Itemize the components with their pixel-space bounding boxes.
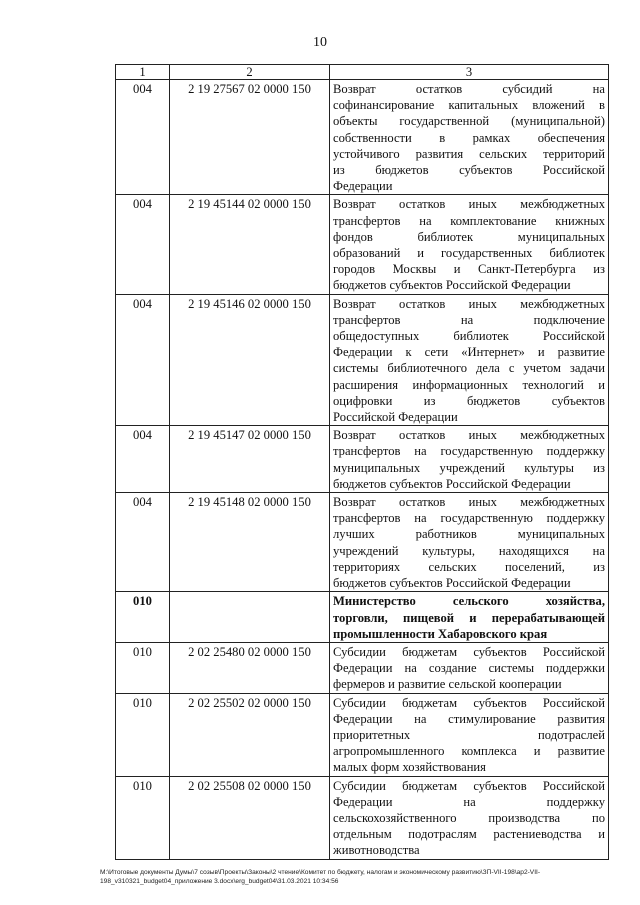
revenue-name-line: учреждений культуры, находящихся на — [333, 543, 605, 558]
chapter-code-cell: 010 — [116, 776, 170, 859]
revenue-name-line: Российской Федерации — [333, 410, 458, 425]
chapter-code-cell: 010 — [116, 592, 170, 643]
revenue-name-line: Федерации — [333, 179, 393, 194]
revenue-codes-table — [115, 64, 609, 860]
chapter-code-cell: 004 — [116, 294, 170, 426]
revenue-name-line: бюджетов субъектов Российской Федерации — [333, 278, 571, 293]
revenue-name-line: лучших работников муниципальных — [333, 527, 605, 542]
revenue-name-line: устойчивого развития сельских территорий — [333, 146, 605, 161]
revenue-name-line: собственности в рамках обеспечения — [333, 130, 605, 145]
page-number: 10 — [313, 35, 327, 50]
file-path-footer — [100, 868, 620, 886]
revenue-name-line: малых форм хозяйствования — [333, 760, 486, 775]
chapter-code-cell: 004 — [116, 493, 170, 592]
revenue-name-cell — [330, 294, 609, 426]
revenue-name-line: трансфертов на государственную поддержку — [333, 511, 605, 526]
chapter-code-cell: 004 — [116, 80, 170, 195]
table-row — [116, 693, 609, 776]
table-row — [116, 80, 609, 195]
revenue-name-cell — [330, 80, 609, 195]
table-row — [116, 776, 609, 859]
revenue-name-line: Субсидии бюджетам субъектов Российской — [333, 695, 605, 710]
revenue-code-cell: 2 02 25508 02 0000 150 — [170, 776, 330, 859]
revenue-code-cell: 2 19 45144 02 0000 150 — [170, 195, 330, 294]
revenue-code-cell: 2 02 25480 02 0000 150 — [170, 642, 330, 693]
table-row — [116, 195, 609, 294]
revenue-name-cell — [330, 693, 609, 776]
revenue-name-line: расширения информационных технологий и — [333, 377, 605, 392]
revenue-name-line: Федерации на стимулирование развития — [333, 711, 605, 726]
revenue-name-line: из бюджетов субъектов Российской — [333, 163, 605, 178]
table-row — [116, 493, 609, 592]
revenue-name-line: трансфертов на подключение — [333, 312, 605, 327]
revenue-name-line: софинансирование капитальных вложений в — [333, 98, 605, 113]
revenue-name-cell — [330, 195, 609, 294]
revenue-name-cell — [330, 642, 609, 693]
header-col-2: 2 — [170, 65, 330, 80]
revenue-code-cell: 2 02 25502 02 0000 150 — [170, 693, 330, 776]
revenue-code-cell: 2 19 45147 02 0000 150 — [170, 426, 330, 493]
revenue-name-line: Федерации на поддержку — [333, 794, 605, 809]
revenue-name-line: Федерации на создание системы поддержки — [333, 661, 605, 676]
revenue-name-line: торговли, пищевой и перерабатывающей — [333, 610, 605, 625]
revenue-name-line: фондов библиотек муниципальных — [333, 229, 605, 244]
revenue-name-line: Возврат остатков иных межбюджетных — [333, 296, 605, 311]
revenue-name-line: оцифровки из бюджетов субъектов — [333, 393, 605, 408]
revenue-name-line: отдельным подотраслям растениеводства и — [333, 827, 605, 842]
revenue-name-line: бюджетов субъектов Российской Федерации — [333, 576, 571, 591]
revenue-name-cell — [330, 493, 609, 592]
revenue-name-line: сельскохозяйственного производства по — [333, 810, 605, 825]
revenue-name-line: животноводства — [333, 843, 420, 858]
revenue-name-line: Возврат остатков субсидий на — [333, 82, 605, 96]
footer-line-2: 198_v310321_budget04_приложение 3.docx\erg_budget04\31.03.2021 10:34:56 — [100, 878, 339, 885]
revenue-code-cell: 2 19 45146 02 0000 150 — [170, 294, 330, 426]
chapter-code-cell: 010 — [116, 642, 170, 693]
table-row — [116, 592, 609, 643]
revenue-name-line: фермеров и развитие сельской кооперации — [333, 677, 562, 692]
revenue-name-cell — [330, 776, 609, 859]
revenue-name-line: агропромышленного комплекса и развитие — [333, 744, 605, 759]
revenue-name-line: Субсидии бюджетам субъектов Российской — [333, 778, 605, 793]
chapter-code-cell: 004 — [116, 195, 170, 294]
revenue-name-line: трансфертов на государственную поддержку — [333, 444, 605, 459]
table-header-row — [116, 65, 609, 80]
chapter-code-cell: 010 — [116, 693, 170, 776]
revenue-code-cell: 2 19 27567 02 0000 150 — [170, 80, 330, 195]
revenue-name-line: образований и государственных библиотек — [333, 246, 605, 261]
revenue-name-line: приоритетных подотраслей — [333, 727, 605, 742]
revenue-name-line: городов Москвы и Санкт-Петербурга из — [333, 262, 605, 277]
revenue-name-line: Возврат остатков иных межбюджетных — [333, 197, 605, 212]
revenue-name-line: муниципальных учреждений культуры из — [333, 460, 605, 475]
header-col-3: 3 — [330, 65, 609, 80]
footer-line-1: M:\Итоговые документы Думы\7 созыв\Проекты\Законы\2 чтение\Комитет по бюджету, налогам и экономическому развитию\ЗП-VII-198\ap2-VII- — [100, 869, 541, 876]
revenue-name-line: Субсидии бюджетам субъектов Российской — [333, 644, 605, 659]
revenue-name-line: общедоступных библиотек Российской — [333, 329, 605, 344]
chapter-code-cell: 004 — [116, 426, 170, 493]
revenue-name-line: Возврат остатков иных межбюджетных — [333, 495, 605, 510]
revenue-code-cell — [170, 592, 330, 643]
revenue-name-line: объекты государственной (муниципальной) — [333, 114, 605, 129]
header-col-1: 1 — [116, 65, 170, 80]
revenue-name-line: Министерство сельского хозяйства, — [333, 594, 605, 609]
revenue-name-line: Возврат остатков иных межбюджетных — [333, 428, 605, 443]
revenue-name-line: трансфертов на комплектование книжных — [333, 213, 605, 228]
revenue-name-line: Федерации к сети «Интернет» и развитие — [333, 345, 605, 360]
revenue-name-line: системы библиотечного дела с учетом задачи — [333, 361, 605, 376]
revenue-code-cell: 2 19 45148 02 0000 150 — [170, 493, 330, 592]
revenue-name-cell — [330, 426, 609, 493]
table-row — [116, 426, 609, 493]
revenue-name-line: промышленности Хабаровского края — [333, 626, 548, 641]
table-row — [116, 294, 609, 426]
revenue-name-cell — [330, 592, 609, 643]
revenue-name-line: бюджетов субъектов Российской Федерации — [333, 476, 571, 491]
revenue-name-line: территориях сельских поселений, из — [333, 559, 605, 574]
table-row — [116, 642, 609, 693]
